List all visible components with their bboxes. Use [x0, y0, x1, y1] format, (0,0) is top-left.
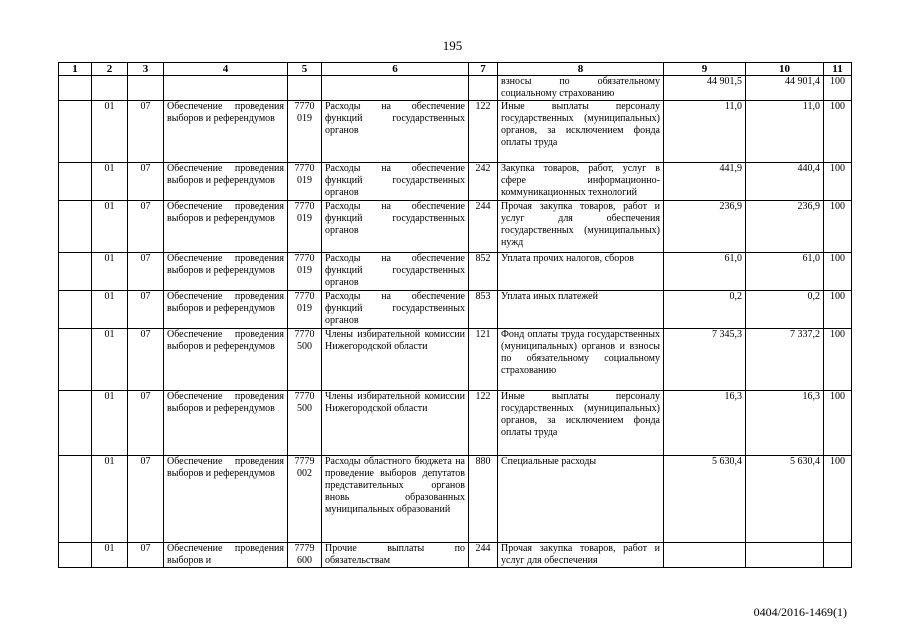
section-code-cell: 01: [92, 391, 128, 456]
expense-type-cell: Иные выплаты персоналу государственных (муниципальных) органов, за исключением фонда оплаты труда: [498, 391, 664, 456]
section-code-cell: 01: [92, 163, 128, 201]
code-cell: [59, 253, 92, 291]
code-cell: [59, 101, 92, 163]
code-cell: [59, 329, 92, 391]
expense-code-cell: 122: [469, 101, 498, 163]
planned-amount-cell: 44 901,5: [664, 76, 746, 101]
expense-type-cell: Уплата прочих налогов, сборов: [498, 253, 664, 291]
subsection-code-cell: 07: [128, 543, 164, 568]
target-article-cell: 7770 019: [288, 253, 322, 291]
column-header: 7: [469, 63, 498, 76]
expense-code-cell: 244: [469, 201, 498, 253]
code-cell: [59, 291, 92, 329]
table-row: [59, 456, 852, 543]
column-header: 9: [664, 63, 746, 76]
section-code-cell: 01: [92, 456, 128, 543]
actual-amount-cell: 61,0: [746, 253, 824, 291]
article-name-cell: Расходы на обеспечение функций государственных органов: [322, 201, 469, 253]
article-name-cell: Члены избирательной комиссии Нижегородской области: [322, 329, 469, 391]
percent-cell: 100: [824, 201, 852, 253]
planned-amount-cell: 11,0: [664, 101, 746, 163]
target-article-cell: 7779 002: [288, 456, 322, 543]
actual-amount-cell: 11,0: [746, 101, 824, 163]
table-row: [59, 543, 852, 568]
target-article-cell: 7770 019: [288, 291, 322, 329]
column-header: 10: [746, 63, 824, 76]
percent-cell: 100: [824, 253, 852, 291]
actual-amount-cell: 236,9: [746, 201, 824, 253]
planned-amount-cell: 16,3: [664, 391, 746, 456]
expense-type-cell: Закупка товаров, работ, услуг в сфере информационно-коммуникационных технологий: [498, 163, 664, 201]
percent-cell: 100: [824, 163, 852, 201]
actual-amount-cell: 0,2: [746, 291, 824, 329]
expense-code-cell: 852: [469, 253, 498, 291]
actual-amount-cell: [746, 543, 824, 568]
expense-code-cell: 122: [469, 391, 498, 456]
expense-code-cell: 242: [469, 163, 498, 201]
actual-amount-cell: 7 337,2: [746, 329, 824, 391]
page-number: 195: [442, 38, 463, 53]
section-code-cell: 01: [92, 101, 128, 163]
column-header: 6: [322, 63, 469, 76]
target-article-cell: 7770 019: [288, 101, 322, 163]
code-cell: [59, 163, 92, 201]
code-cell: [59, 201, 92, 253]
expense-code-cell: 244: [469, 543, 498, 568]
purpose-cell: Обеспечение проведения выборов и референдумов: [164, 163, 288, 201]
planned-amount-cell: 441,9: [664, 163, 746, 201]
table-row: [59, 163, 852, 201]
section-code-cell: 01: [92, 543, 128, 568]
column-header: 2: [92, 63, 128, 76]
table-row: [59, 76, 852, 101]
actual-amount-cell: 44 901,4: [746, 76, 824, 101]
article-name-cell: Расходы на обеспечение функций государственных органов: [322, 101, 469, 163]
document-code: 0404/2016-1469(1): [753, 605, 847, 619]
column-header: 3: [128, 63, 164, 76]
subsection-code-cell: 07: [128, 101, 164, 163]
article-name-cell: Члены избирательной комиссии Нижегородской области: [322, 391, 469, 456]
expense-code-cell: 880: [469, 456, 498, 543]
section-code-cell: 01: [92, 253, 128, 291]
budget-table: [58, 62, 852, 568]
subsection-code-cell: 07: [128, 163, 164, 201]
expense-type-cell: Специальные расходы: [498, 456, 664, 543]
percent-cell: 100: [824, 101, 852, 163]
table-row: [59, 101, 852, 163]
section-code-cell: 01: [92, 329, 128, 391]
percent-cell: 100: [824, 391, 852, 456]
subsection-code-cell: 07: [128, 253, 164, 291]
target-article-cell: 7770 019: [288, 163, 322, 201]
code-cell: [59, 543, 92, 568]
subsection-code-cell: 07: [128, 391, 164, 456]
purpose-cell: Обеспечение проведения выборов и референдумов: [164, 329, 288, 391]
percent-cell: [824, 543, 852, 568]
planned-amount-cell: 61,0: [664, 253, 746, 291]
purpose-cell: Обеспечение проведения выборов и референдумов: [164, 101, 288, 163]
expense-type-cell: Фонд оплаты труда государственных (муниципальных) органов и взносы по обязательному социальному страхованию: [498, 329, 664, 391]
expense-code-cell: 121: [469, 329, 498, 391]
purpose-cell: Обеспечение проведения выборов и референдумов: [164, 291, 288, 329]
subsection-code-cell: 07: [128, 201, 164, 253]
code-cell: [59, 391, 92, 456]
article-name-cell: Прочие выплаты по обязательствам: [322, 543, 469, 568]
subsection-code-cell: 07: [128, 329, 164, 391]
planned-amount-cell: [664, 543, 746, 568]
expense-type-cell: Иные выплаты персоналу государственных (муниципальных) органов, за исключением фонда оплаты труда: [498, 101, 664, 163]
section-code-cell: 01: [92, 201, 128, 253]
planned-amount-cell: 7 345,3: [664, 329, 746, 391]
article-name-cell: Расходы на обеспечение функций государственных органов: [322, 253, 469, 291]
actual-amount-cell: 5 630,4: [746, 456, 824, 543]
expense-type-cell: Прочая закупка товаров, работ и услуг для обеспечения государственных (муниципальных) нужд: [498, 201, 664, 253]
purpose-cell: Обеспечение проведения выборов и: [164, 543, 288, 568]
column-header: 11: [824, 63, 852, 76]
expense-code-cell: 853: [469, 291, 498, 329]
percent-cell: 100: [824, 456, 852, 543]
target-article-cell: 7770 019: [288, 201, 322, 253]
percent-cell: 100: [824, 291, 852, 329]
code-cell: [59, 456, 92, 543]
expense-type-cell: взносы по обязательному социальному страхованию: [498, 76, 664, 101]
table-row: [59, 201, 852, 253]
column-number-row: [59, 63, 852, 76]
expense-type-cell: Уплата иных платежей: [498, 291, 664, 329]
planned-amount-cell: 5 630,4: [664, 456, 746, 543]
target-article-cell: 7779 600: [288, 543, 322, 568]
column-header: 5: [288, 63, 322, 76]
table-row: [59, 391, 852, 456]
column-header: 4: [164, 63, 288, 76]
purpose-cell: Обеспечение проведения выборов и референдумов: [164, 456, 288, 543]
purpose-cell: Обеспечение проведения выборов и референдумов: [164, 253, 288, 291]
section-code-cell: 01: [92, 291, 128, 329]
percent-cell: 100: [824, 76, 852, 101]
table-row: [59, 253, 852, 291]
subsection-code-cell: 07: [128, 291, 164, 329]
actual-amount-cell: 16,3: [746, 391, 824, 456]
expense-type-cell: Прочая закупка товаров, работ и услуг для обеспечения: [498, 543, 664, 568]
column-header: 8: [498, 63, 664, 76]
article-name-cell: Расходы областного бюджета на проведение выборов депутатов представительных органов вновь образованных муниципальных образований: [322, 456, 469, 543]
column-header: 1: [59, 63, 92, 76]
table-row: [59, 291, 852, 329]
actual-amount-cell: 440,4: [746, 163, 824, 201]
target-article-cell: 7770 500: [288, 391, 322, 456]
purpose-cell: Обеспечение проведения выборов и референдумов: [164, 391, 288, 456]
planned-amount-cell: 0,2: [664, 291, 746, 329]
table-row: [59, 329, 852, 391]
percent-cell: 100: [824, 329, 852, 391]
purpose-cell: Обеспечение проведения выборов и референдумов: [164, 201, 288, 253]
article-name-cell: Расходы на обеспечение функций государственных органов: [322, 291, 469, 329]
target-article-cell: 7770 500: [288, 329, 322, 391]
subsection-code-cell: 07: [128, 456, 164, 543]
article-name-cell: Расходы на обеспечение функций государственных органов: [322, 163, 469, 201]
planned-amount-cell: 236,9: [664, 201, 746, 253]
